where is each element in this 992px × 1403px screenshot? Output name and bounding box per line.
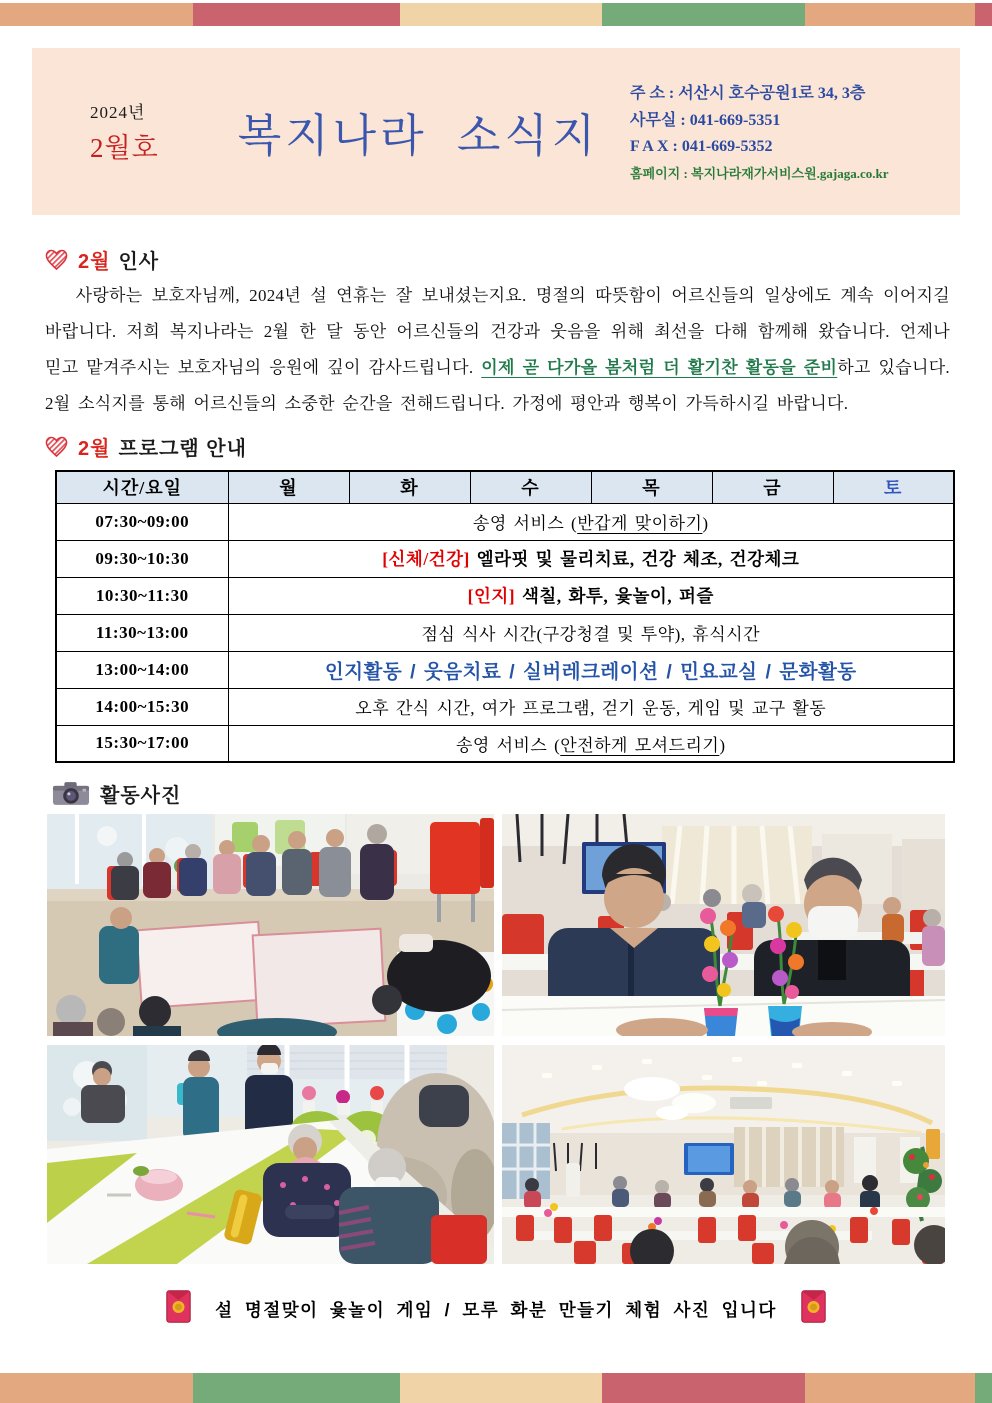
bar-segment [805, 3, 975, 26]
activity-text: 색칠, 화투, 윷놀이, 퍼즐 [515, 586, 714, 606]
table-row [56, 540, 954, 577]
program-heading [45, 432, 992, 461]
table-row [56, 577, 954, 614]
bar-segment [0, 3, 193, 26]
table-row [56, 503, 954, 540]
activity-text: ) [719, 735, 726, 755]
activity-text: 인지활동 / 웃음치료 / 실버레크레이션 / 민요교실 / 문화활동 [324, 660, 857, 683]
activity-category-tag: [신체/건강] [382, 549, 470, 569]
activity-category-tag: [인지] [467, 586, 516, 606]
photo-caption: 설 명절맞이 윷놀이 게임 / 모루 화분 만들기 체험 사진 입니다 [215, 1299, 777, 1320]
greeting-highlight: 이제 곧 다가올 봄처럼 더 활기찬 활동을 준비 [481, 358, 838, 377]
col-time: 시간/요일 [56, 471, 228, 503]
bar-segment [400, 1373, 602, 1403]
time-cell: 07:30~09:00 [56, 503, 228, 540]
activity-underlined: 안전하게 모셔드리기 [560, 735, 720, 755]
activity-cell [228, 540, 954, 577]
activity-cell [228, 614, 954, 651]
table-row [56, 688, 954, 725]
activity-cell [228, 688, 954, 725]
greeting-paragraph [45, 278, 950, 422]
contact-address: 주 소 : 서산시 호수공원1로 34, 3층 [630, 85, 866, 103]
contact-fax: F A X : 041-669-5352 [630, 138, 773, 156]
bar-segment [602, 1373, 805, 1403]
col-tue: 화 [349, 471, 470, 503]
bar-segment [602, 3, 805, 26]
bar-segment [193, 3, 400, 26]
table-row [56, 614, 954, 651]
photo-caption-row [0, 1290, 992, 1328]
activity-text: ) [702, 514, 709, 533]
greeting-heading [45, 245, 992, 274]
activity-text: 송영 서비스 ( [455, 735, 561, 755]
photos-heading-label: 활동사진 [100, 785, 182, 807]
col-fri: 금 [712, 471, 833, 503]
greeting-text: 사랑하는 보호자님께, 2024년 설 연휴는 잘 보내셨는지요. 명절의 따뜻함이 어르신들의 일상에도 계속 이어지길 바랍니다. 저희 복지나라는 2월 한 달 동안 어르신들의 건강과 웃음을 위해 최선을 다해 함께해 왔습니다. 언제나 믿고 맡겨주시는 보호자님의 응원에 깊이 감사드립니다. [45, 286, 950, 377]
col-wed: 수 [470, 471, 591, 503]
issue-year: 2024년 [90, 103, 146, 122]
photos-heading [52, 779, 992, 808]
bar-segment [805, 1373, 975, 1403]
bottom-color-bar [0, 1373, 992, 1403]
activity-text: 오후 간식 시간, 여가 프로그램, 걷기 운동, 게임 및 교구 활동 [355, 699, 827, 718]
issue-block [32, 98, 207, 165]
activity-photo-dayroom [502, 1045, 945, 1264]
activity-text: 점심 식사 시간(구강청결 및 투약), 휴식시간 [421, 625, 760, 644]
issue-number: 2월호 [90, 133, 159, 163]
greeting-heading-month: 2월 [78, 251, 111, 273]
col-mon: 월 [228, 471, 349, 503]
col-thu: 목 [591, 471, 712, 503]
bar-segment [400, 3, 602, 26]
time-cell: 11:30~13:00 [56, 614, 228, 651]
time-cell: 15:30~17:00 [56, 725, 228, 762]
red-envelope-icon [166, 1290, 191, 1328]
activity-cell [228, 651, 954, 688]
camera-icon [52, 780, 90, 807]
heart-icon [45, 249, 68, 271]
time-cell: 09:30~10:30 [56, 540, 228, 577]
activity-photo-grid [47, 814, 945, 1264]
heart-icon [45, 436, 68, 458]
bar-segment [193, 1373, 400, 1403]
newsletter-title: 복지나라 소식지 [237, 111, 600, 161]
table-header-row [56, 471, 954, 503]
activity-text: 엘라핏 및 물리치료, 건강 체조, 건강체크 [469, 549, 800, 569]
activity-photo-yut-game [47, 814, 494, 1036]
program-table [55, 470, 955, 763]
activity-photo-craft-table [47, 1045, 494, 1264]
col-sat: 토 [833, 471, 954, 503]
activity-cell [228, 577, 954, 614]
contact-homepage: 홈페이지 : 복지나라재가서비스원.gajaga.co.kr [630, 165, 889, 181]
contact-block [630, 81, 960, 181]
masthead [32, 48, 960, 215]
bar-segment [0, 1373, 193, 1403]
greeting-heading-label: 인사 [118, 251, 160, 273]
activity-underlined: 반갑게 맞이하기 [577, 514, 703, 533]
activity-photo-flower-pots [502, 814, 945, 1036]
time-cell: 13:00~14:00 [56, 651, 228, 688]
table-row [56, 725, 954, 762]
program-heading-label: 프로그램 안내 [118, 438, 247, 460]
bar-segment [975, 1373, 992, 1403]
activity-cell [228, 503, 954, 540]
red-envelope-icon [801, 1290, 826, 1328]
bar-segment [975, 3, 992, 26]
program-heading-month: 2월 [78, 438, 111, 460]
activity-cell [228, 725, 954, 762]
time-cell: 10:30~11:30 [56, 577, 228, 614]
time-cell: 14:00~15:30 [56, 688, 228, 725]
contact-office-phone: 사무실 : 041-669-5351 [630, 111, 781, 129]
top-color-bar [0, 3, 992, 26]
table-row [56, 651, 954, 688]
activity-text: 송영 서비스 ( [472, 514, 578, 533]
greeting-text: 하고 있습니다. 2월 소식지를 통해 어르신들의 소중한 순간을 전해드립니다. 가정에 평안과 행복이 가득하시길 바랍니다. [45, 358, 950, 413]
